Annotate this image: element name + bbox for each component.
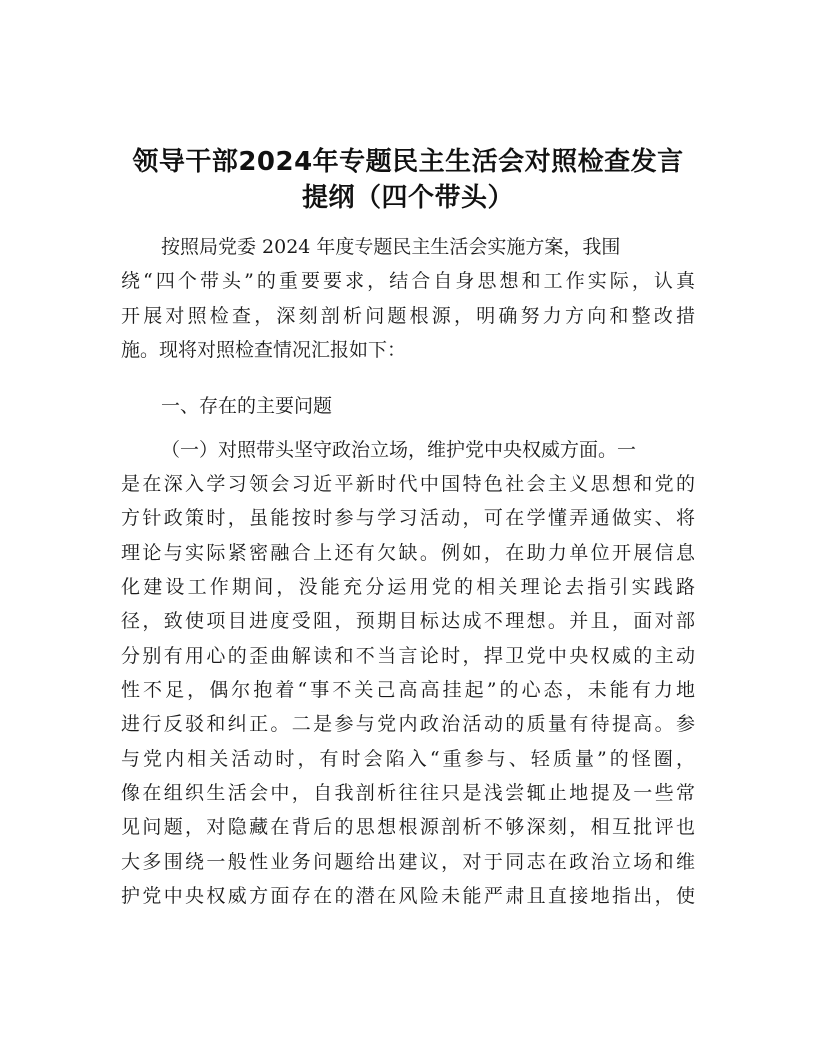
body-line: 进行反驳和纠正。二是参与党内政治活动的质量有待提高。参 bbox=[121, 713, 695, 735]
body-line: 与党内相关活动时，有时会陷入“重参与、轻质量”的怪圈， bbox=[121, 748, 695, 770]
body-line: 方针政策时，虽能按时参与学习活动，可在学懂弄通做实、将 bbox=[121, 507, 695, 529]
document-title-line-1: 领导干部2024年专题民主生活会对照检查发言 bbox=[132, 147, 684, 177]
body-line: 是在深入学习领会习近平新时代中国特色社会主义思想和党的 bbox=[121, 473, 695, 495]
body-line: 见问题，对隐藏在背后的思想根源剖析不够深刻，相互批评也 bbox=[121, 816, 695, 838]
body-line: 理论与实际紧密融合上还有欠缺。例如，在助力单位开展信息 bbox=[121, 542, 695, 564]
body-line: 分别有用心的歪曲解读和不当言论时，捍卫党中央权威的主动 bbox=[121, 645, 695, 667]
body-line: 护党中央权威方面存在的潜在风险未能严肃且直接地指出，使 bbox=[121, 885, 695, 907]
body-line: 径，致使项目进度受阻，预期目标达成不理想。并且，面对部 bbox=[121, 610, 695, 632]
body-line: 像在组织生活会中，自我剖析往往只是浅尝辄止地提及一些常 bbox=[121, 782, 695, 804]
intro-line: 按照局党委 2024 年度专题民主生活会实施方案，我围 bbox=[161, 236, 621, 258]
body-line: 化建设工作期间，没能充分运用党的相关理论去指引实践路 bbox=[121, 576, 695, 598]
intro-line: 开展对照检查，深刻剖析问题根源，明确努力方向和整改措 bbox=[121, 305, 695, 327]
section-heading: 一、存在的主要问题 bbox=[161, 395, 333, 417]
document-title-line-2: 提纲（四个带头） bbox=[301, 183, 514, 213]
body-line: 性不足，偶尔抱着“事不关己高高挂起”的心态，未能有力地 bbox=[121, 679, 695, 701]
intro-line: 绕“四个带头”的重要要求，结合自身思想和工作实际，认真 bbox=[121, 270, 695, 292]
intro-line: 施。现将对照检查情况汇报如下： bbox=[121, 339, 407, 361]
body-line: （一）对照带头坚守政治立场，维护党中央权威方面。一 bbox=[161, 439, 637, 461]
body-line: 大多围绕一般性业务问题给出建议，对于同志在政治立场和维 bbox=[121, 851, 695, 873]
